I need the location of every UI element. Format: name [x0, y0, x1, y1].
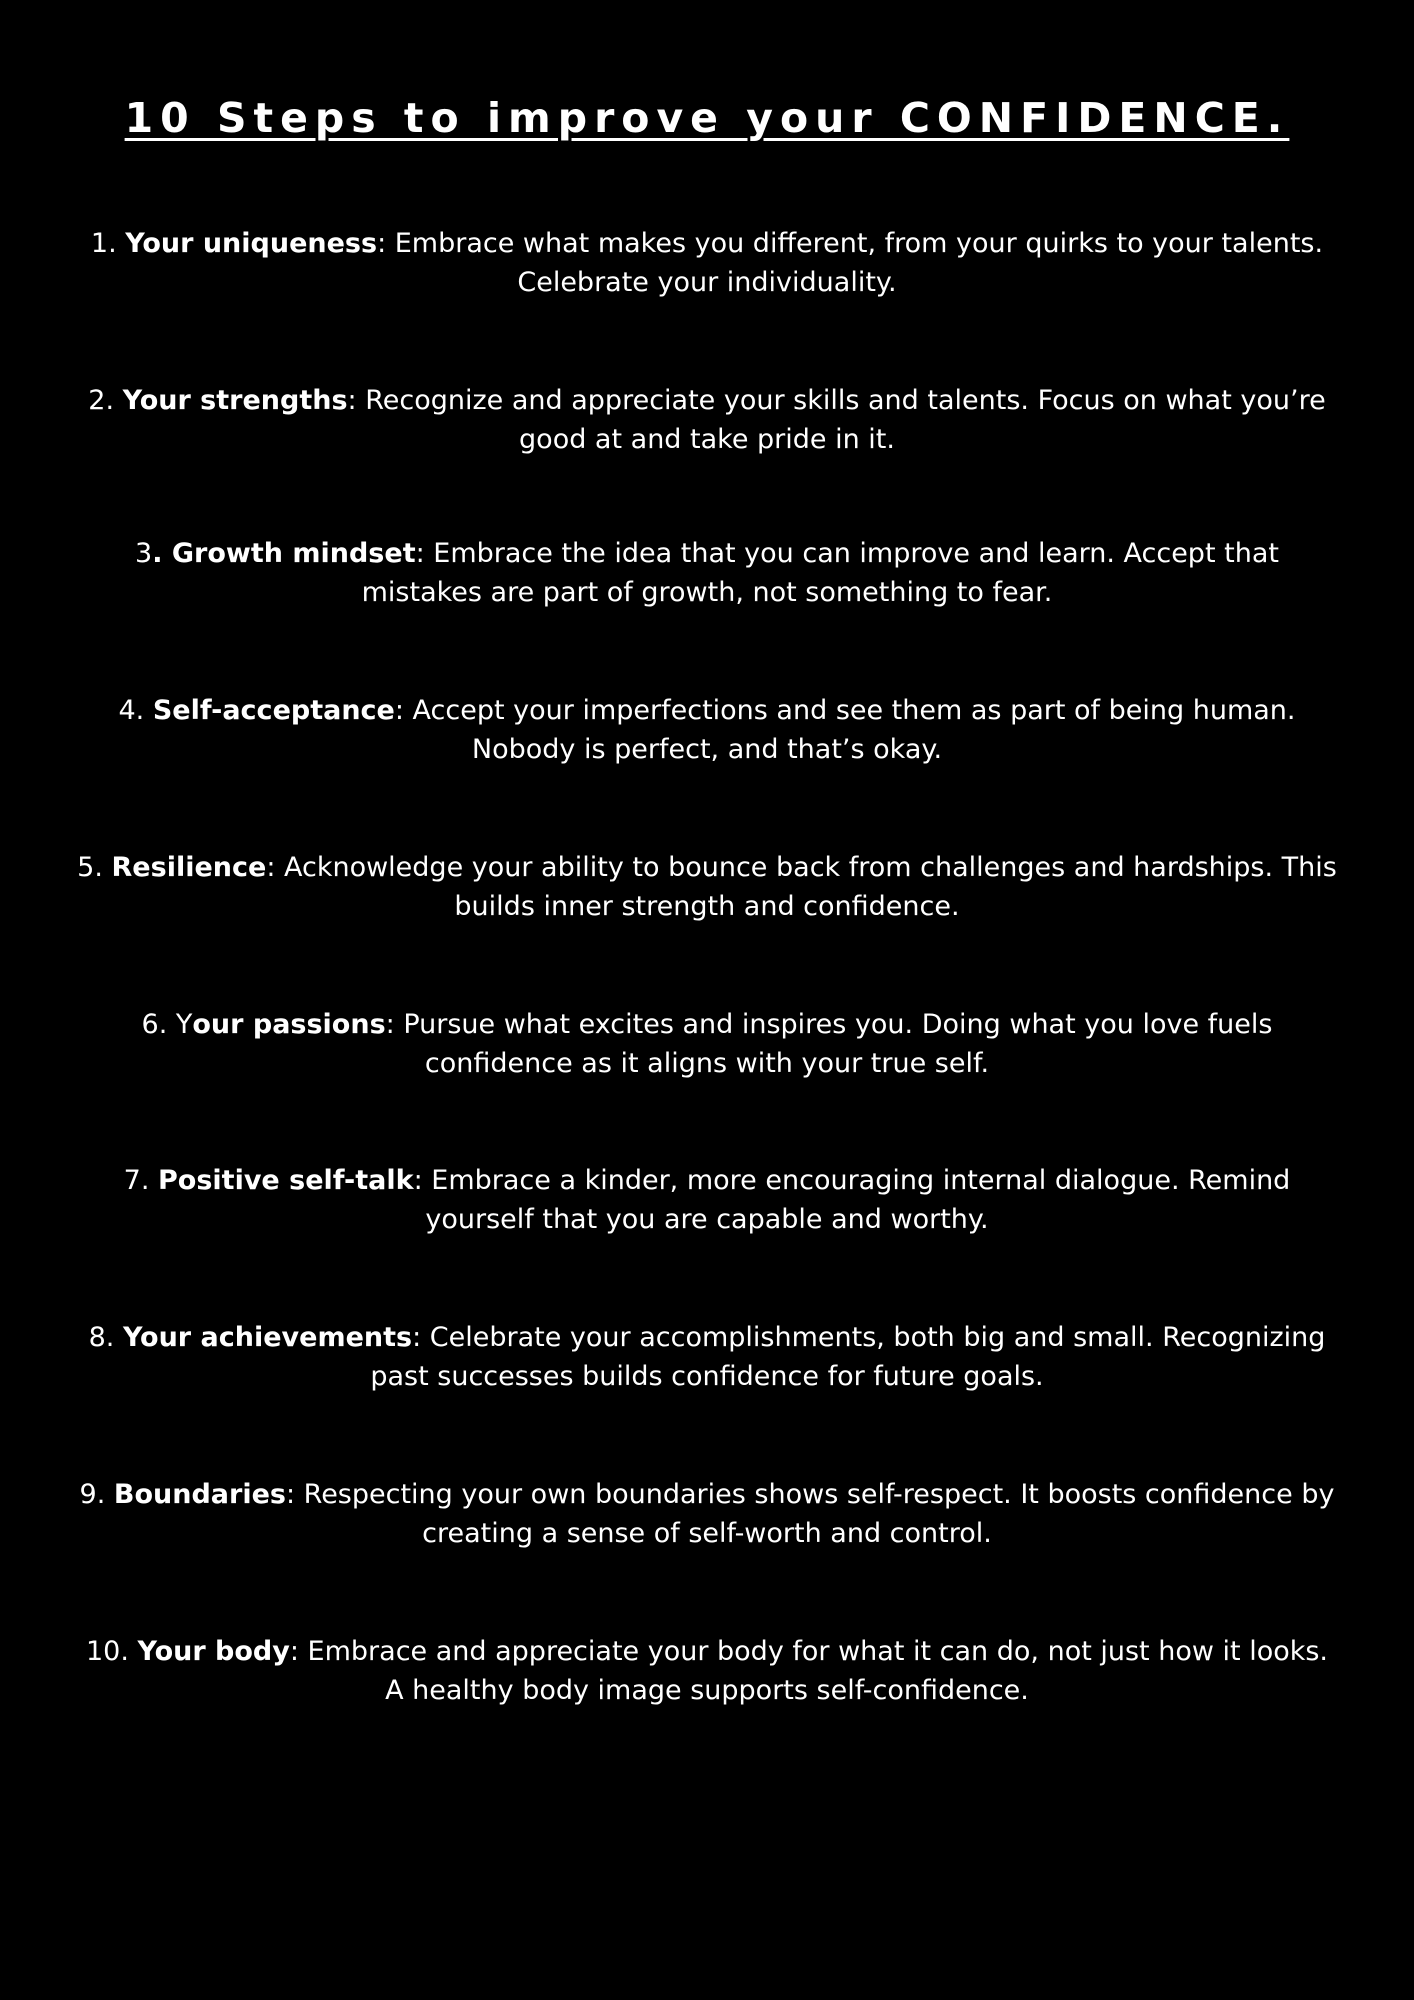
step-item — [77, 1318, 1337, 1396]
step-term: Positive self-talk — [158, 1165, 414, 1196]
step-description: : Recognize and appreciate your skills and talents. Focus on what you’re good at and take pride in it. — [347, 385, 1326, 455]
step-description: : Embrace a kinder, more encouraging internal dialogue. Remind yourself that you are capable and worthy. — [413, 1165, 1291, 1235]
step-description: : Embrace the idea that you can improve and learn. Accept that mistakes are part of growth, not something to fear. — [361, 538, 1279, 608]
step-item — [77, 1161, 1337, 1239]
step-term: Your body — [137, 1636, 290, 1667]
step-number: 9. — [79, 1479, 114, 1510]
step-number: 1. — [90, 228, 126, 259]
step-description: : Embrace what makes you different, from your quirks to your talents. Celebrate your individuality. — [377, 228, 1324, 298]
step-item — [77, 691, 1337, 769]
step-item — [77, 224, 1337, 302]
step-term: . Growth mindset — [152, 538, 416, 569]
step-description: : Accept your imperfections and see them as part of being human. Nobody is perfect, and that’s okay. — [394, 695, 1296, 765]
step-term: Boundaries — [113, 1479, 286, 1510]
step-term: Your achievements — [122, 1322, 413, 1353]
step-term: Your strengths — [122, 385, 348, 416]
step-description: : Embrace and appreciate your body for what it can do, not just how it looks. A healthy body image supports self-confidence. — [289, 1636, 1329, 1706]
step-term: Self-acceptance — [152, 695, 395, 726]
step-number: 5. — [77, 852, 112, 883]
step-item — [77, 1632, 1337, 1710]
step-description: : Celebrate your accomplishments, both big and small. Recognizing past successes builds confidence for future goals. — [370, 1322, 1326, 1392]
step-description: : Respecting your own boundaries shows self-respect. It boosts confidence by creating a sense of self-worth and control. — [285, 1479, 1335, 1549]
page-title: 10 Steps to improve your CONFIDENCE. — [124, 94, 1290, 142]
step-number: 7. — [123, 1165, 158, 1196]
step-term: our passions — [192, 1009, 386, 1040]
step-item — [77, 381, 1337, 459]
step-number: 8. — [88, 1322, 123, 1353]
step-number: 6. Y — [141, 1009, 193, 1040]
step-number: 3 — [135, 538, 153, 569]
step-number: 10. — [85, 1636, 138, 1667]
step-item — [77, 534, 1337, 612]
step-description: : Acknowledge your ability to bounce back from challenges and hardships. This builds inner strength and confidence. — [266, 852, 1337, 922]
step-number: 4. — [118, 695, 153, 726]
step-item — [77, 1475, 1337, 1553]
step-item — [77, 848, 1337, 926]
step-number: 2. — [88, 385, 123, 416]
step-term: Your uniqueness — [125, 228, 378, 259]
step-item — [77, 1005, 1337, 1083]
step-description: : Pursue what excites and inspires you. Doing what you love fuels confidence as it aligns with your true self. — [385, 1009, 1273, 1079]
step-term: Resilience — [111, 852, 267, 883]
